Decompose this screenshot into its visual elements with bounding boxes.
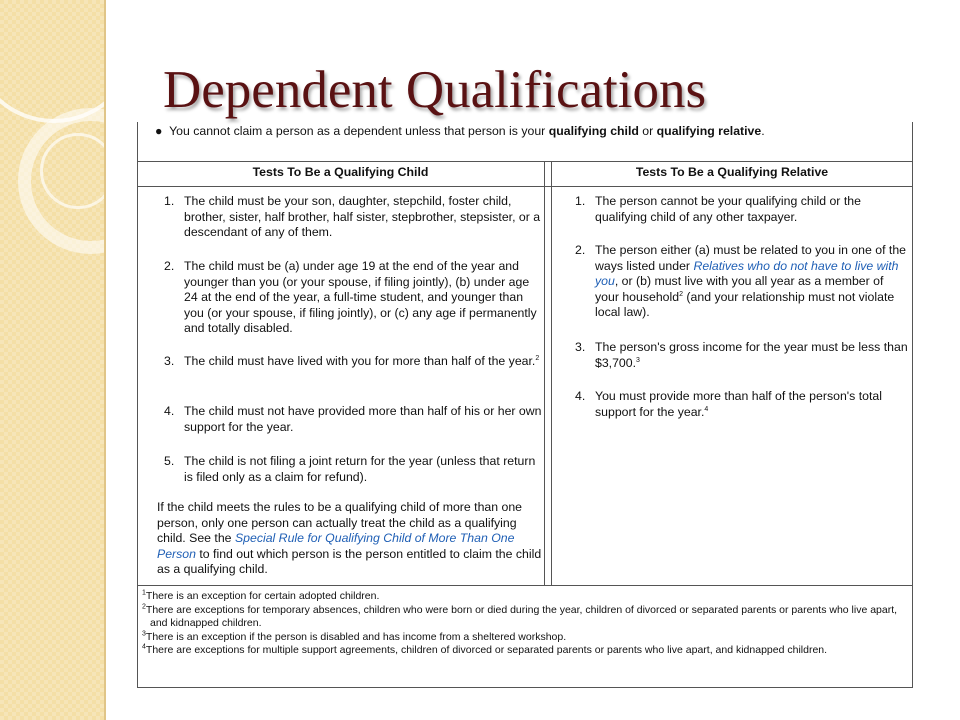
footnote: $^2$There are exceptions for temporary absences, children who were born or died during the year, children of divorced or separated parents or parents who live apart, and kidnapped children. [142,603,898,630]
dependent-notice: ● You cannot claim a person as a dependent unless that person is your qualifying child or qualifying relative. [155,124,765,138]
special-rule-link[interactable]: Special Rule for Qualifying Child of More Than One Person [157,531,515,561]
notice-divider [137,161,913,162]
qualifying-child-header: Tests To Be a Qualifying Child [252,165,429,179]
footnote-divider [137,585,913,586]
qualifying-relative-header: Tests To Be a Qualifying Relative [635,165,829,179]
bullet-icon: ● [155,124,163,138]
relatives-link[interactable]: Relatives who do not have to live with you [595,258,899,288]
footnote: $^3$There is an exception if the person is disabled and has income from a sheltered workshop. [142,630,567,643]
footnote: $^1$There is an exception for certain adopted children. [142,589,380,602]
frame-bottom-border [137,687,913,688]
column-divider-right [551,161,552,585]
frame-left-border [137,122,138,688]
frame-right-border [912,122,913,688]
slide-title: Dependent Qualifications [163,61,707,119]
dependent-rules-document: ● You cannot claim a person as a dependent unless that person is your qualifying child or qualifying relative. Tests To Be a Qualifying Child Tests To Be a Qualifying Relative 1. The child must be your son, daughter, stepchild, foster child, brother, sister, half brother, half sister, stepbrother, stepsister, or a descendant of any of them. 2. The child must be (a) under age 19 at the end of the year and younger than you (or your spouse, if filing jointly), (b) under age 24 at the end of the year, a full-time student, and younger than you (or your spouse, if filing jointly), or (c) any age if permanently and totally disabled. 3. The child must have lived with you for more than half of the year.$^2$ 4. The child must not have provided more than half of his or her own support for the year. 5. The child is not filing a joint return for the year (unless that return is filed only as a claim for refund). If the child meets the rules to be a qualifying child of more than one person, only one person can actually treat the child as a qualifying child. See the Special Rule for Qualifying Child of More Than One Person to find out which person is the person entitled to claim the child as a qualifying child. 1. The person cannot be your qualifying child or the qualifying child of any other taxpayer. 2. The person either (a) must be related to you in one of the ways listed under Relatives who do not have to live with you, or (b) must live with you all year as a member of your household$^2$ (and your relationship must not violate local law). 3. The person's gross income for the year must be less than $3,700.$^3$ 4. You must provide more than half of the person's total support for the year.$^4$ $^1$There is an exception for certain adopted children. $^2$There are exceptions for temporary absences, children who were born or died during the year, children of divorced or separated parents or parents who live apart, and kidnapped children. $^3$There is an exception if the person is disabled and has income from a sheltered workshop. $^4$There are exceptions for multiple support agreements, children of divorced or separated parents or parents who live apart, and kidnapped children. [137,122,913,688]
sidebar-edge-line [104,0,106,720]
footnotes [142,590,902,658]
decorative-ring-top [0,0,105,123]
multiple-claimant-note: If the child meets the rules to be a qualifying child of more than one person, only one person can actually treat the child as a qualifying child. See the Special Rule for Qualifying Child of More Than One Person to find out which person is the person entitled to claim the child as a qualifying child. [157,500,542,576]
footnote: $^4$There are exceptions for multiple support agreements, children of divorced or separated parents or parents who live apart, and kidnapped children. [142,643,828,657]
header-divider [137,186,913,187]
decorative-sidebar [0,0,105,720]
